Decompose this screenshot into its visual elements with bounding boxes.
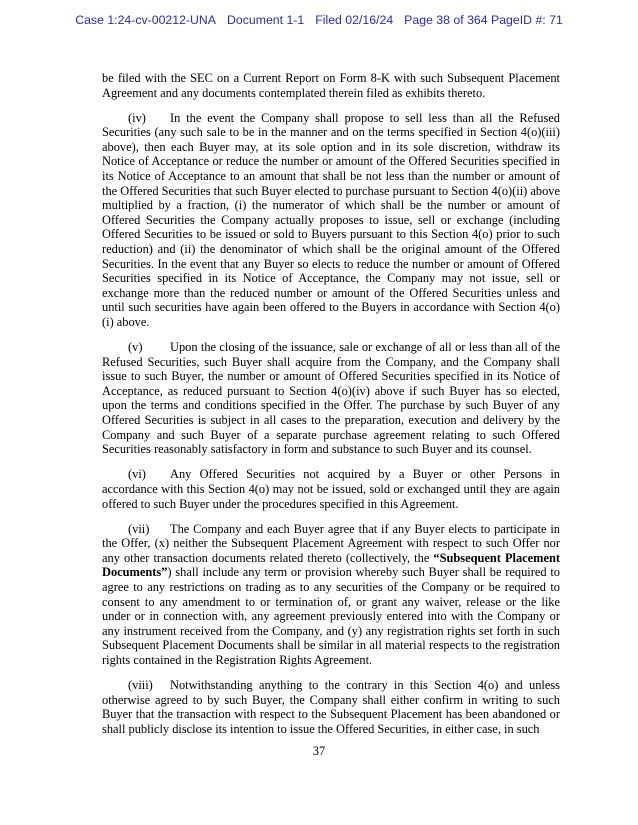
paragraph-text: be filed with the SEC on a Current Report on Form 8-K with such Subsequent Placement Agreement and any documents contemplated therein filed as exhibits thereto. xyxy=(102,71,560,100)
stamp-page-info: Page 38 of 364 PageID #: 71 xyxy=(404,13,563,27)
paragraph-text: Any Offered Securities not acquired by a Buyer or other Persons in accordance with this Section 4(o) may not be issued, sold or exchanged until they are again offered to such Buyer under the procedures specified in this Agreement. xyxy=(102,467,560,511)
stamp-document-number: Document 1-1 xyxy=(227,13,305,27)
paragraph-text: Notwithstanding anything to the contrary in this Section 4(o) and unless otherwise agreed to by such Buyer, the Company shall either confirm in writing to such Buyer that the transaction with respect to the Subsequent Placement has been abandoned or shall publicly disclose its intention to issue the Offered Securities, in either case, in such xyxy=(102,678,560,736)
paragraph-label: (v) xyxy=(128,340,143,355)
paragraph-text: The Company and each Buyer agree that if any Buyer elects to participate in the Offer, (x) neither the Subsequent Placement Agreement with respect to such Offer nor any other transaction documents related thereto (collectively, the xyxy=(102,521,560,565)
paragraph-label: (viii) xyxy=(128,678,153,693)
paragraph-text: In the event the Company shall propose to sell less than all the Refused Securities (any such sale to be in the manner and on the terms specified in Section 4(o)(iii) above), then each Buyer may, at its sole option and in its sole discretion, withdraw its Notice of Acceptance or reduce the number or amount of the Offered Securities specified in its Notice of Acceptance to an amount that shall be not less than the number or amount of the Offered Securities that such Buyer elected to purchase pursuant to Section 4(o)(ii) above multiplied by a fraction, (i) the numerator of which shall be the number or amount of Offered Securities the Company actually proposes to issue, sell or exchange (including Offered Securities to be issued or sold to Buyers pursuant to this Section 4(o) prior to such reduction) and (ii) the denominator of which shall be the original amount of the Offered Securities. In the event that any Buyer so elects to reduce the number or amount of Offered Securities specified in its Notice of Acceptance, the Company may not issue, sell or exchange more than the reduced number or amount of the Offered Securities unless and until such securities have again been offered to the Buyers in accordance with Section 4(o)(i) above. xyxy=(102,110,560,329)
stamp-filed-date: Filed 02/16/24 xyxy=(315,13,394,27)
page-number: 37 xyxy=(312,744,326,758)
paragraph-vii xyxy=(102,522,560,668)
court-filing-stamp xyxy=(0,13,638,27)
paragraph-v xyxy=(102,340,560,457)
paragraph-iv xyxy=(102,111,560,330)
paragraph-label: (vi) xyxy=(128,467,146,482)
paragraph-label: (iv) xyxy=(128,110,146,125)
stamp-case-number: Case 1:24-cv-00212-UNA xyxy=(75,13,216,27)
paragraph-text: ) shall include any term or provision whereby such Buyer shall be required to agree to any restrictions on trading as to any securities of the Company or be required to consent to any amendment to or termination of, or grant any waiver, release or the like under or in connection with, any agreement previously entered into with the Company or any instrument received from the Company, and (y) any registration rights set forth in such Subsequent Placement Documents shall be similar in all material respects to the registration rights contained in the Registration Rights Agreement. xyxy=(102,565,560,667)
paragraph-label: (vii) xyxy=(128,521,150,536)
defined-term-subsequent-placement-documents: “Subsequent Placement Documents” xyxy=(102,550,560,580)
document-body xyxy=(102,71,560,736)
paragraph-viii xyxy=(102,678,560,736)
paragraph-vi xyxy=(102,467,560,511)
paragraph-continuation xyxy=(102,71,560,100)
paragraph-text: Upon the closing of the issuance, sale or exchange of all or less than all of the Refused Securities, such Buyer shall acquire from the Company, and the Company shall issue to such Buyer, the number or amount of Offered Securities specified in its Notice of Acceptance, as reduced pursuant to Section 4(o)(iv) above if such Buyer has so elected, upon the terms and conditions specified in the Offer. The purchase by such Buyer of any Offered Securities is subject in all cases to the preparation, execution and delivery by the Company and such Buyer of a separate purchase agreement relating to such Offered Securities reasonably satisfactory in form and substance to such Buyer and its counsel. xyxy=(102,340,560,457)
